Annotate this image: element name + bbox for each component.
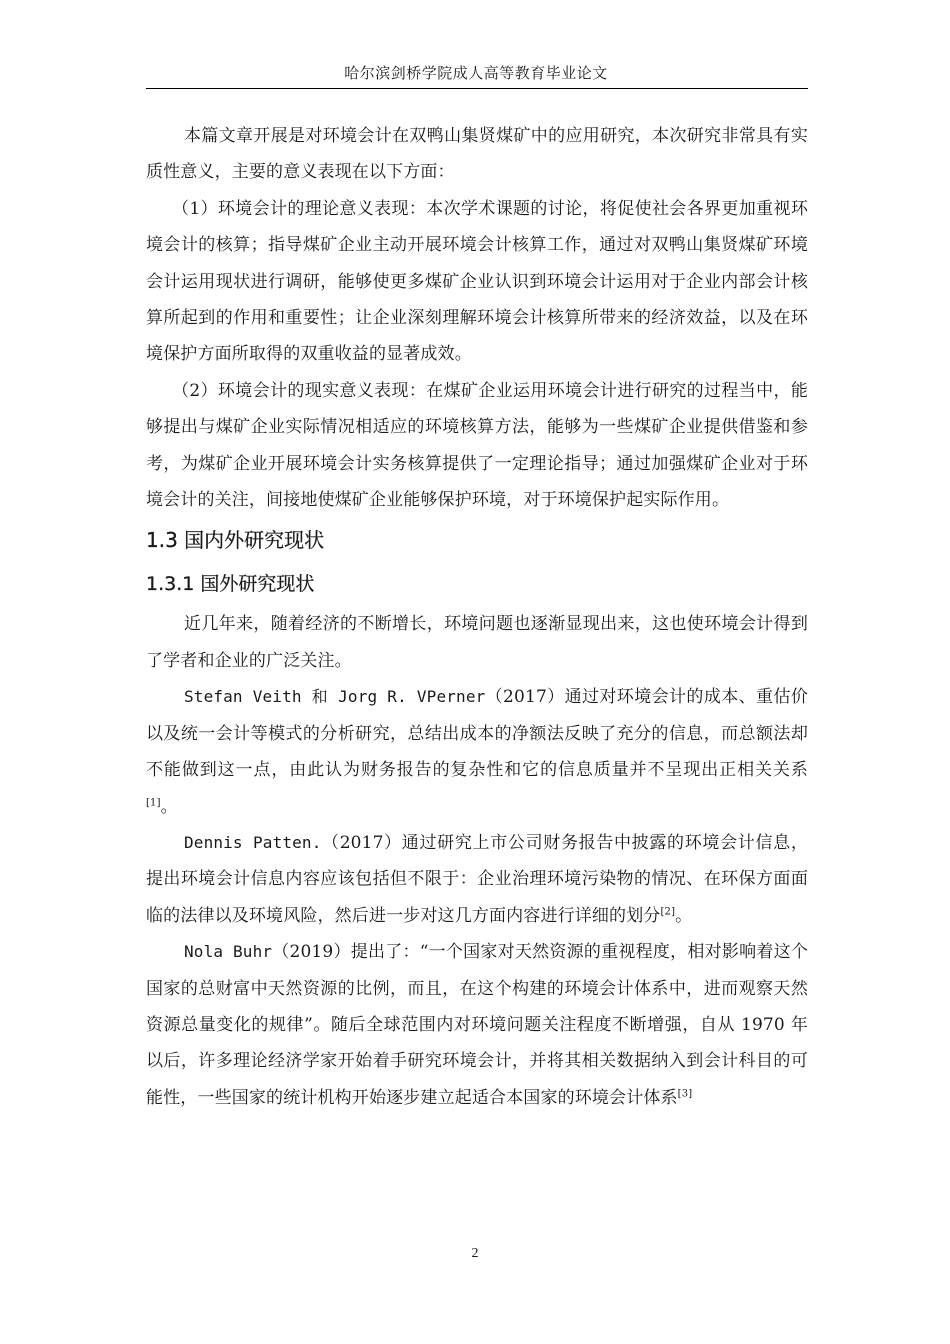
subsection-heading: 1.3.1 国外研究现状 <box>146 573 315 596</box>
page-number: 2 <box>471 1246 479 1261</box>
veith-text: （2017）通过对环境会计的成本、重估价以及统一会计等模式的分析研究，总结出成本的净额法反映了充分的信息，而总额法却不能做到这一点，由此认为财务报告的复杂性和它的信息质量并不呈现出正相关关系 <box>146 687 808 781</box>
veith-paragraph <box>146 679 808 825</box>
citation-3: [3] <box>677 1088 693 1100</box>
buhr-paragraph <box>146 934 808 1116</box>
veith-end: 。 <box>160 796 178 817</box>
practical-significance-paragraph: （2）环境会计的现实意义表现：在煤矿企业运用环境会计进行研究的过程当中，能够提出与煤矿企业实际情况相适应的环境核算方法，能够为一些煤矿企业提供借鉴和参考，为煤矿企业开展环境会计实务核算提供了一定理论指导；通过加强煤矿企业对于环境会计的关注，间接地使煤矿企业能够保护环境，对于环境保护起实际作用。 <box>146 380 808 511</box>
section-heading: 1.3 国内外研究现状 <box>146 528 325 553</box>
intro-paragraph: 本篇文章开展是对环境会计在双鸭山集贤煤矿中的应用研究，本次研究非常具有实质性意义，主要的意义表现在以下方面： <box>146 126 808 183</box>
document-body <box>146 118 808 1116</box>
buhr-authors: Nola Buhr <box>184 942 273 962</box>
patten-authors: Dennis Patten. <box>184 832 322 852</box>
page-header-title: 哈尔滨剑桥学院成人高等教育毕业论文 <box>344 64 608 82</box>
veith-authors: Stefan Veith 和 Jorg R. VPerner <box>184 687 486 707</box>
patten-end: 。 <box>675 905 693 926</box>
citation-2: [2] <box>660 906 676 918</box>
overview-paragraph: 近几年来，随着经济的不断增长，环境问题也逐渐显现出来，这也使环境会计得到了学者和企业的广泛关注。 <box>146 614 808 671</box>
patten-text: （2017）通过研究上市公司财务报告中披露的环境会计信息，提出环境会计信息内容应该包括但不限于：企业治理环境污染物的情况、在环保方面面临的法律以及环境风险，然后进一步对这几方面内容进行详细的划分 <box>146 832 808 926</box>
citation-1: [1] <box>146 796 161 808</box>
buhr-text: （2019）提出了：“一个国家对天然资源的重视程度，相对影响着这个国家的总财富中天然资源的比例，而且，在这个构建的环境会计体系中，进而观察天然资源总量变化的规律”。随后全球范围内对环境问题关注程度不断增强，自从 1970 年以后，许多理论经济学家开始着手研究环境会计，并将其相关数据纳入到会计科目的可能性，一些国家的统计机构开始逐步建立起适合本国家的环境会计体系 <box>146 942 809 1108</box>
patten-paragraph <box>146 825 808 934</box>
theoretical-significance-paragraph: （1）环境会计的理论意义表现：本次学术课题的讨论，将促使社会各界更加重视环境会计的核算；指导煤矿企业主动开展环境会计核算工作，通过对双鸭山集贤煤矿环境会计运用现状进行调研，能够使更多煤矿企业认识到环境会计运用对于企业内部会计核算所起到的作用和重要性；让企业深刻理解环境会计核算所带来的经济效益，以及在环境保护方面所取得的双重收益的显著成效。 <box>146 198 808 365</box>
header-divider <box>146 88 808 89</box>
